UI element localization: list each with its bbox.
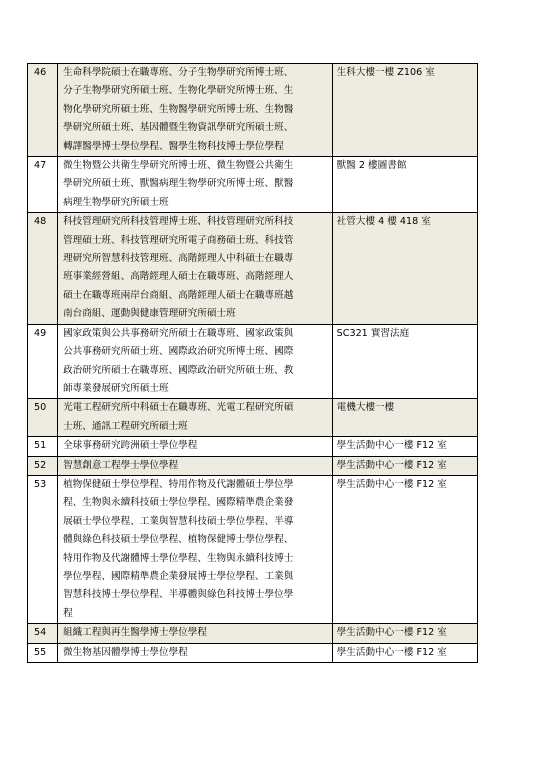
- program-line: 特用作物及代謝體博士學位學程、生物與永續科技博士: [63, 552, 294, 564]
- program-list: [58, 213, 333, 324]
- program-line: 展碩士學位學程、工業與智慧科技碩士學位學程、半導: [63, 515, 294, 527]
- program-line: 物化學研究所碩士班、生物醫學研究所博士班、生物醫: [63, 103, 294, 115]
- program-line: 管理碩士班、科技管理研究所電子商務碩士班、科技管: [63, 234, 294, 246]
- program-list: [58, 399, 333, 437]
- table-row: [28, 475, 478, 623]
- program-line: 國家政策與公共事務研究所碩士在職專班、國家政策與: [63, 327, 294, 339]
- program-list: [58, 437, 333, 456]
- program-list: [58, 475, 333, 623]
- row-number: 46: [28, 64, 58, 157]
- program-line: 病理生物學研究所碩士班: [63, 196, 169, 208]
- table-row: [28, 437, 478, 456]
- row-number: 54: [28, 624, 58, 643]
- exam-venue-table: [27, 63, 478, 663]
- row-number: 52: [28, 456, 58, 475]
- program-line: 智慧科技博士學位學程、半導體與綠色科技博士學位學: [63, 589, 294, 601]
- table-row: [28, 64, 478, 157]
- row-number: 47: [28, 157, 58, 213]
- venue-location: 學生活動中心一樓 F12 室: [332, 456, 477, 475]
- table-row: [28, 624, 478, 643]
- row-number: 53: [28, 475, 58, 623]
- program-line: 轉譯醫學博士學位學程、醫學生物科技博士學位學程: [63, 140, 284, 152]
- program-line: 智慧創意工程學士學位學程: [63, 459, 179, 471]
- program-line: 政治研究所碩士在職專班、國際政治研究所碩士班、教: [63, 364, 294, 376]
- venue-location: 學生活動中心一樓 F12 室: [332, 624, 477, 643]
- program-line: 分子生物學研究所碩士班、生物化學研究所博士班、生: [63, 85, 294, 97]
- program-line: 生命科學院碩士在職專班、分子生物學研究所博士班、: [63, 67, 294, 78]
- venue-location: SC321 實習法庭: [332, 324, 477, 399]
- program-line: 師專業發展研究所碩士班: [63, 382, 169, 394]
- venue-location: 學生活動中心一樓 F12 室: [332, 643, 477, 662]
- venue-location: 生科大樓一樓 Z106 室: [332, 64, 477, 157]
- program-line: 光電工程研究所中科碩士在職專班、光電工程研究所碩: [63, 402, 294, 414]
- program-line: 科技管理研究所科技管理博士班、科技管理研究所科技: [63, 216, 294, 228]
- program-line: 學位學程、國際精準農企業發展博士學位學程、工業與: [63, 570, 294, 582]
- venue-location: 獸醫 2 樓圖書館: [332, 157, 477, 213]
- table-body: [28, 64, 478, 663]
- program-line: 全球事務研究跨洲碩士學位學程: [63, 440, 198, 452]
- program-list: [58, 157, 333, 213]
- program-line: 體與綠色科技碩士學位學程、植物保健博士學位學程、: [63, 534, 294, 546]
- table-row: [28, 213, 478, 324]
- program-line: 學研究所碩士班、獸醫病理生物學研究所博士班、獸醫: [63, 178, 294, 190]
- program-line: 植物保健碩士學位學程、特用作物及代謝體碩士學位學: [63, 478, 294, 490]
- venue-location: 電機大樓一樓: [332, 399, 477, 437]
- program-line: 程、生物與永續科技碩士學位學程、國際精準農企業發: [63, 497, 294, 509]
- program-line: 組織工程與再生醫學博士學位學程: [63, 627, 207, 639]
- program-list: [58, 64, 333, 157]
- program-line: 學研究所碩士班、基因體暨生物資訊學研究所碩士班、: [63, 122, 294, 134]
- program-list: [58, 643, 333, 662]
- row-number: 49: [28, 324, 58, 399]
- table-row: [28, 399, 478, 437]
- program-list: [58, 456, 333, 475]
- program-line: 班事業經營組、高階經理人碩士在職專班、高階經理人: [63, 271, 294, 283]
- program-line: 碩士在職專班兩岸台商組、高階經理人碩士在職專班越: [63, 289, 294, 301]
- program-line: 士班、通訊工程研究所碩士班: [63, 420, 188, 432]
- program-list: [58, 324, 333, 399]
- venue-location: 學生活動中心一樓 F12 室: [332, 475, 477, 623]
- program-line: 南台商組、運動與健康管理研究所碩士班: [63, 308, 236, 320]
- program-list: [58, 624, 333, 643]
- program-line: 微生物暨公共衛生學研究所博士班、微生物暨公共衛生: [63, 160, 294, 172]
- table-row: [28, 456, 478, 475]
- row-number: 55: [28, 643, 58, 662]
- program-line: 程: [63, 607, 73, 619]
- program-line: 公共事務研究所碩士班、國際政治研究所博士班、國際: [63, 346, 294, 358]
- program-line: 微生物基因體學博士學位學程: [63, 646, 188, 658]
- venue-location: 社管大樓 4 樓 418 室: [332, 213, 477, 324]
- row-number: 50: [28, 399, 58, 437]
- table-row: [28, 157, 478, 213]
- row-number: 51: [28, 437, 58, 456]
- table-row: [28, 324, 478, 399]
- row-number: 48: [28, 213, 58, 324]
- program-line: 理研究所智慧科技管理班、高階經理人中科碩士在職專: [63, 253, 294, 265]
- table-row: [28, 643, 478, 662]
- venue-location: 學生活動中心一樓 F12 室: [332, 437, 477, 456]
